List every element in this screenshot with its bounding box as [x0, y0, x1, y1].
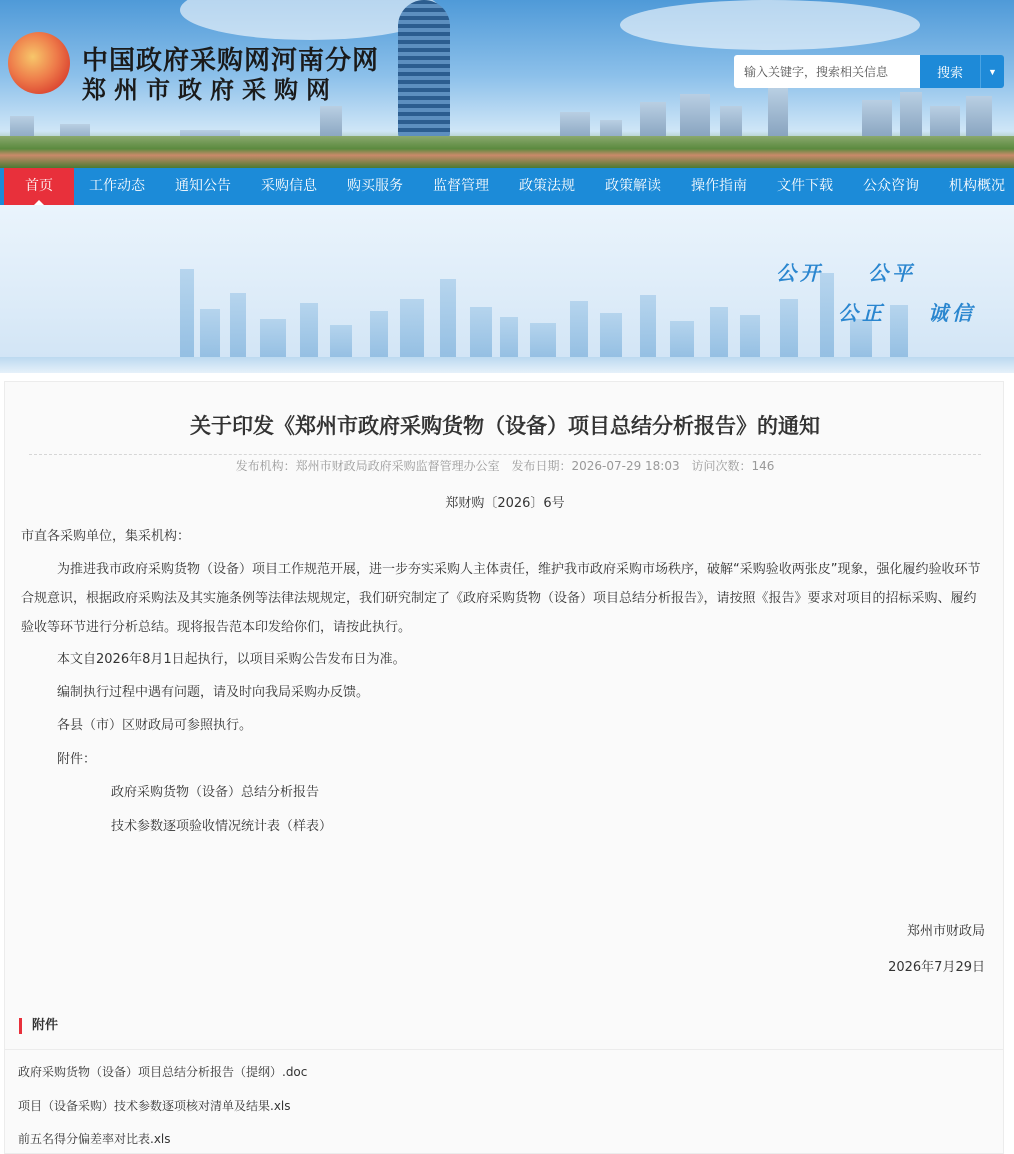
nav-item-downloads[interactable]: 文件下载 — [777, 178, 833, 194]
nav-item-purchase-services[interactable]: 购买服务 — [347, 178, 403, 194]
attachments-label: 附件： — [57, 752, 97, 767]
site-title[interactable]: 中国政府采购网河南分网 — [82, 45, 380, 75]
attachment-file-link[interactable]: 政府采购货物（设备）项目总结分析报告（提纲）.doc — [18, 1065, 308, 1079]
visits-value: 146 — [751, 459, 775, 473]
slogan-just: 公正 — [838, 301, 886, 325]
cloud-decoration — [620, 0, 920, 50]
slogan-open: 公开 — [776, 261, 824, 285]
article-panel — [4, 381, 1004, 1154]
visits-label: 访问次数： — [691, 459, 752, 473]
nav-item-notices[interactable]: 通知公告 — [175, 178, 231, 194]
attachment-item: 政府采购货物（设备）总结分析报告 — [111, 785, 320, 800]
attachments-heading: 附件 — [19, 1018, 58, 1034]
slogan-integrity: 诚信 — [928, 301, 976, 325]
search-bar — [734, 55, 1004, 88]
nav-item-work-news[interactable]: 工作动态 — [89, 178, 145, 194]
site-subtitle[interactable]: 郑州市政府采购网 — [82, 77, 338, 104]
visits-meta — [691, 459, 774, 473]
salutation: 市直各采购单位，集采机构： — [21, 529, 191, 544]
body-paragraph: 为推进我市政府采购货物（设备）项目工作规范开展，进一步夯实采购人主体责任，维护我市政府采购市场秩序，破解“采购验收两张皮”现象，强化履约验收环节合规意识，根据政府采购法及其实施条例等法律法规规定，我们研究制定了《政府采购货物（设备）项目总结分析报告》，请按照《报告》要求对项目的招标采购、履约验收等环节进行分析总结。现将报告范本印发给你们，请按此执行。 — [21, 562, 981, 635]
attachment-item: 技术参数逐项验收情况统计表（样表） — [111, 819, 333, 834]
search-button[interactable]: 搜索 — [920, 55, 980, 88]
nav-item-organization[interactable]: 机构概况 — [949, 178, 1005, 194]
date-meta — [511, 459, 679, 473]
nav-item-supervision[interactable]: 监督管理 — [433, 178, 489, 194]
nav-item-guides[interactable]: 操作指南 — [691, 178, 747, 194]
title-divider — [29, 454, 981, 455]
nav-item-policies[interactable]: 政策法规 — [519, 178, 575, 194]
main-nav — [0, 168, 1014, 205]
attachment-file-link[interactable]: 前五名得分偏差率对比表.xls — [18, 1132, 171, 1146]
counties-line: 各县（市）区财政局可参照执行。 — [57, 718, 253, 733]
slogan-fair: 公平 — [868, 261, 916, 285]
sign-date: 2026年7月29日 — [888, 960, 985, 975]
search-dropdown-icon[interactable]: ▼ — [980, 55, 1004, 88]
search-input[interactable] — [734, 55, 920, 88]
document-number: 郑财购〔2026〕6号 — [445, 496, 565, 511]
feedback-line: 编制执行过程中遇有问题，请及时向我局采购办反馈。 — [57, 685, 370, 700]
publisher-label: 发布机构： — [235, 459, 296, 473]
slogan-banner — [0, 205, 1014, 373]
attachments-divider — [5, 1049, 1003, 1050]
banner-water — [0, 357, 1014, 373]
date-value: 2026-07-29 18:03 — [571, 459, 680, 473]
landmark-tower — [398, 0, 450, 138]
signer: 郑州市财政局 — [906, 924, 985, 939]
date-label: 发布日期： — [511, 459, 572, 473]
nav-item-policy-interpretation[interactable]: 政策解读 — [605, 178, 661, 194]
nav-item-public-consultation[interactable]: 公众咨询 — [863, 178, 919, 194]
attachment-file-link[interactable]: 项目（设备采购）技术参数逐项核对清单及结果.xls — [18, 1099, 291, 1113]
site-header — [0, 0, 1014, 168]
site-logo-icon[interactable] — [8, 32, 70, 94]
nav-item-home[interactable]: 首页 — [4, 168, 74, 205]
article-title: 关于印发《郑州市政府采购货物（设备）项目总结分析报告》的通知 — [190, 414, 820, 438]
effective-date-line: 本文自2026年8月1日起执行，以项目采购公告发布日为准。 — [57, 652, 406, 667]
greenery-strip — [0, 136, 1014, 168]
publisher-value: 郑州市财政局政府采购监督管理办公室 — [295, 459, 500, 473]
article-meta — [5, 457, 1005, 474]
publisher-meta — [236, 459, 500, 473]
nav-item-procurement-info[interactable]: 采购信息 — [261, 178, 317, 194]
